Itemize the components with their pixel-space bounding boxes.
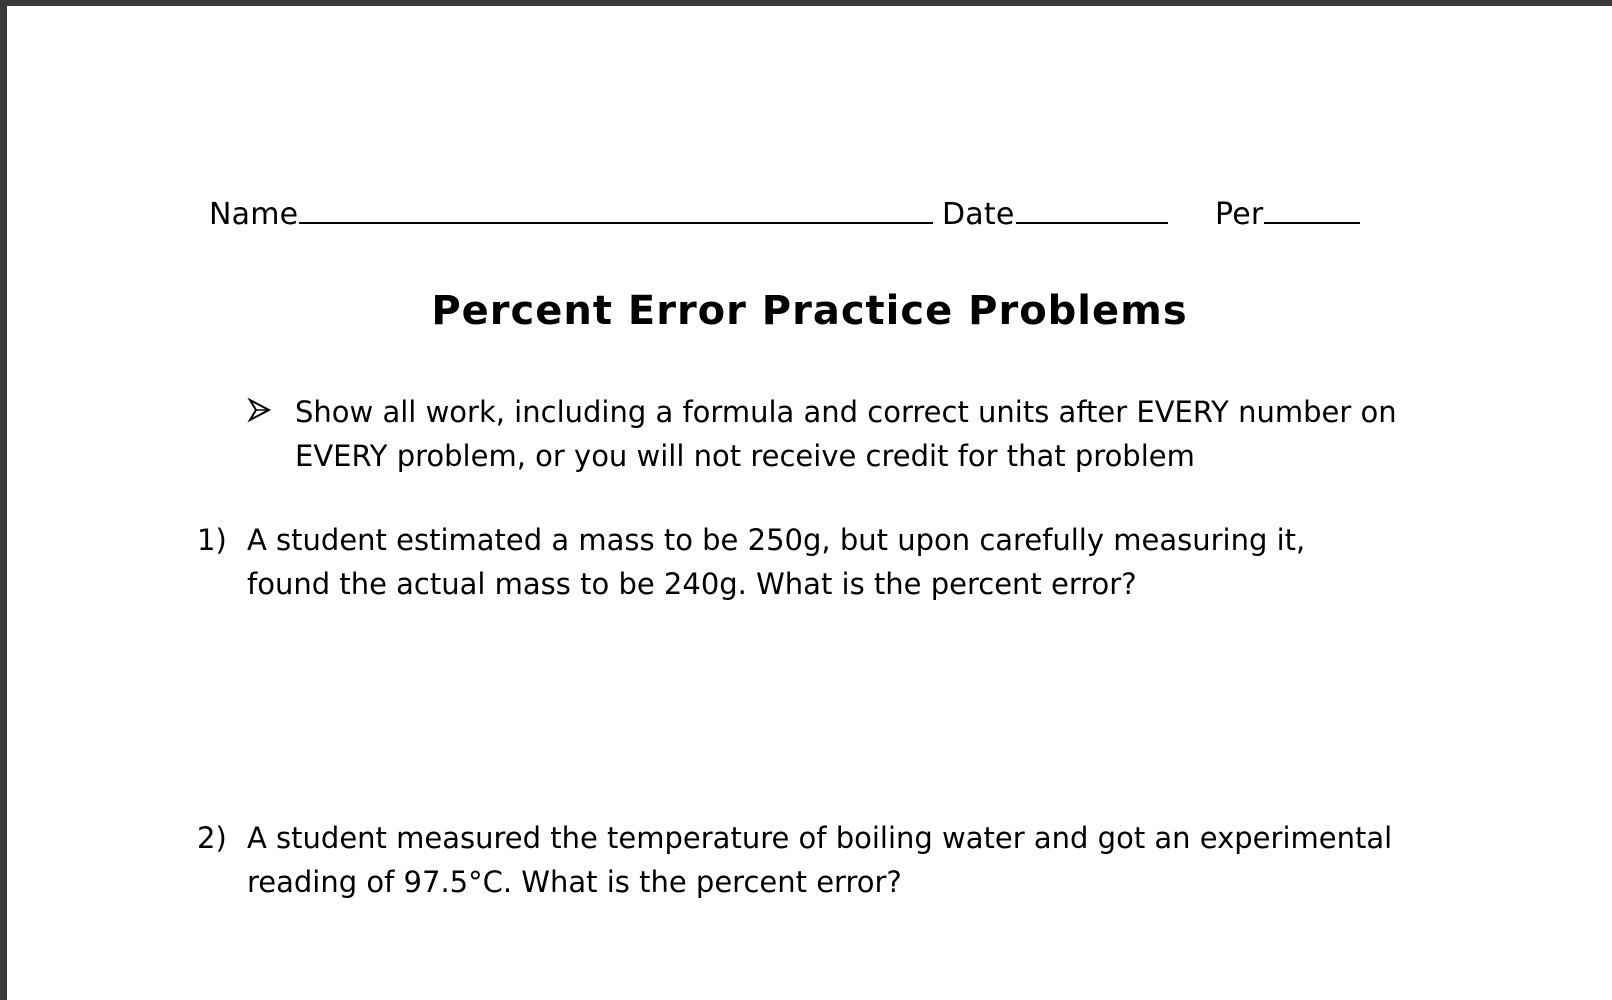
date-label: Date [942,197,1015,232]
question-number: 2) [197,821,227,855]
instruction-item [242,390,1422,478]
instruction-text: Show all work, including a formula and correct units after EVERY number on EVERY problem, or you will not receive credit for that problem [295,395,1397,473]
arrowhead-bullet-icon [247,390,277,434]
name-blank-line [299,196,933,224]
name-label: Name [209,197,299,232]
question-2 [197,816,1397,904]
period-blank-line [1264,196,1360,224]
name-field [209,196,933,232]
period-label: Per [1215,197,1264,232]
question-1 [197,518,1397,606]
period-field [1215,196,1360,232]
worksheet-page [7,6,1612,1000]
question-text: A student estimated a mass to be 250g, but upon carefully measuring it, found the actual mass to be 240g. What is the percent error? [247,523,1306,601]
date-field [942,196,1168,232]
question-text: A student measured the temperature of boiling water and got an experimental reading of 97.5°C. What is the percent error? [247,821,1393,899]
question-number: 1) [197,523,227,557]
page-title: Percent Error Practice Problems [431,288,1188,334]
date-blank-line [1016,196,1168,224]
